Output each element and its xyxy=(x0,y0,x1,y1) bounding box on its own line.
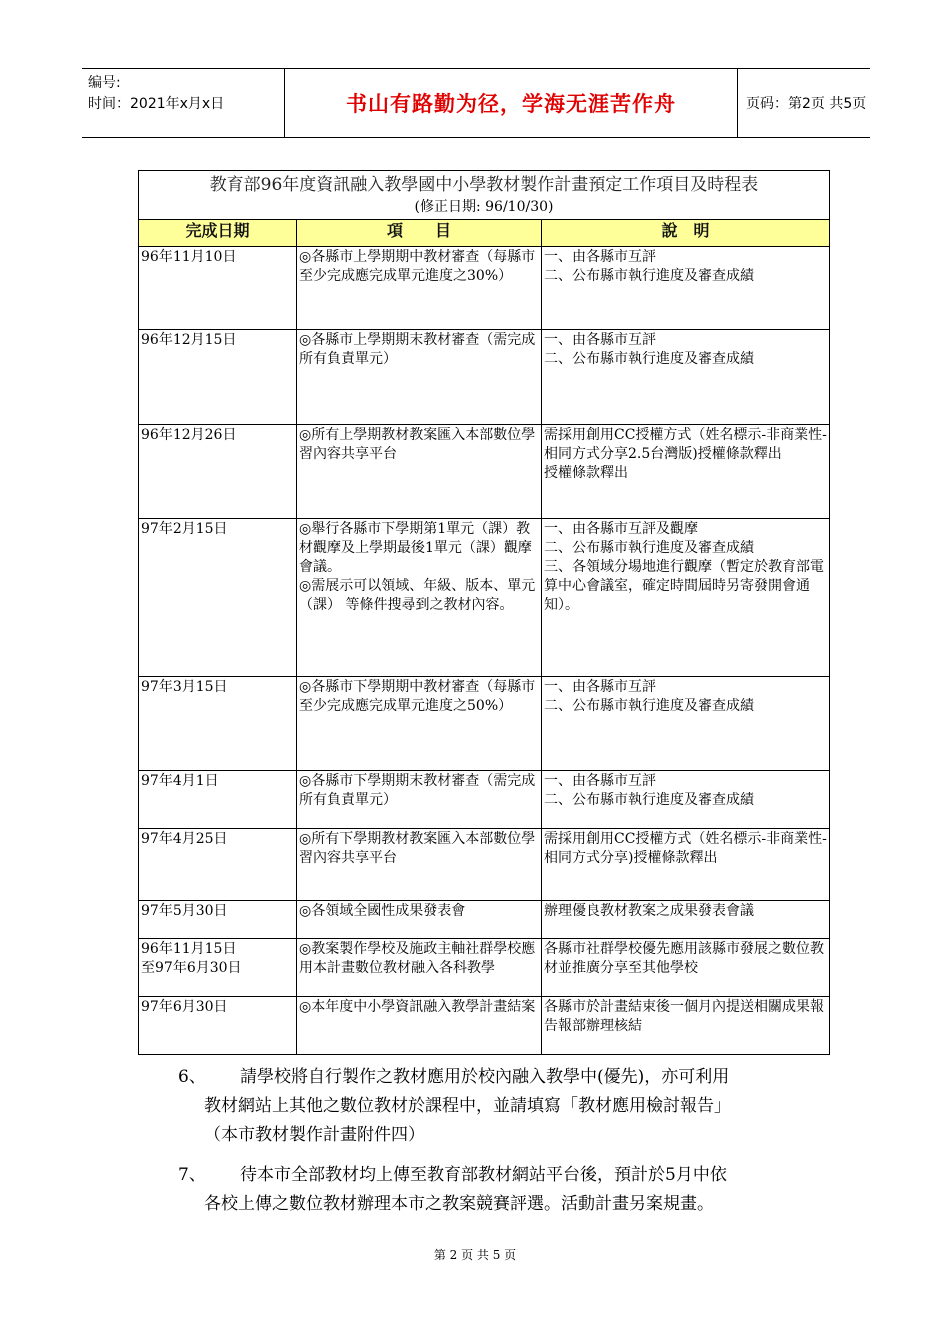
header-meta xyxy=(88,73,284,115)
row-desc: 需採用創用CC授權方式（姓名標示-非商業性-相同方式分享)授權條款釋出 xyxy=(542,829,830,901)
row-item: ◎各領域全國性成果發表會 xyxy=(297,901,542,939)
table-header-row xyxy=(139,220,830,247)
header-date: 完成日期 xyxy=(139,220,297,247)
table-row xyxy=(139,330,830,425)
table-title: 教育部96年度資訊融入教學國中小學教材製作計畫預定工作項目及時程表 xyxy=(209,175,759,195)
row-item: ◎舉行各縣市下學期第1單元（課）教材觀摩及上學期最後1單元（課）觀摩會議。 ◎需展示可以領域、年級、版本、單元（課） 等條件搜尋到之教材內容。 xyxy=(297,519,542,677)
row-desc: 各縣市社群學校優先應用該縣市發展之數位教材並推廣分享至其他學校 xyxy=(542,939,830,997)
paragraph-6 xyxy=(178,1063,838,1153)
row-item: ◎所有下學期教材教案匯入本部數位學習內容共享平台 xyxy=(297,829,542,901)
row-item: ◎本年度中小學資訊融入教學計畫結案 xyxy=(297,997,542,1055)
table-subtitle: (修正日期: 96/10/30) xyxy=(414,199,554,215)
row-item: ◎各縣市下學期期中教材審查（每縣市至少完成應完成單元進度之50%） xyxy=(297,677,542,771)
row-item: ◎各縣市下學期期末教材審查（需完成所有負責單元） xyxy=(297,771,542,829)
row-desc: 一、由各縣市互評 二、公布縣市執行進度及審查成績 xyxy=(542,330,830,425)
row-date: 96年12月26日 xyxy=(139,425,297,519)
paragraph-7 xyxy=(178,1161,838,1223)
schedule-table xyxy=(138,170,830,1055)
row-date: 97年4月25日 xyxy=(139,829,297,901)
paragraph-number: 6、 xyxy=(178,1067,206,1087)
row-item: ◎各縣市上學期期中教材審查（每縣市至少完成應完成單元進度之30%） xyxy=(297,247,542,330)
row-desc: 辦理優良教材教案之成果發表會議 xyxy=(542,901,830,939)
page-label: 页码：第2页 共5页 xyxy=(746,96,867,112)
page-header xyxy=(82,68,870,138)
paragraph-continuation: 教材網站上其他之數位教材於課程中，並請填寫「教材應用檢討報告」 （本市教材製作計畫附件四） xyxy=(204,1096,731,1145)
row-date: 97年4月1日 xyxy=(139,771,297,829)
table-title-cell xyxy=(139,171,830,220)
row-date: 97年2月15日 xyxy=(139,519,297,677)
row-date: 97年6月30日 xyxy=(139,997,297,1055)
header-item: 項 目 xyxy=(297,220,542,247)
row-desc: 一、由各縣市互評及觀摩 二、公布縣市執行進度及審查成績 三、各領域分場地進行觀摩（暫定於教育部電算中心會議室，確定時間屆時另寄發開會通知）。 xyxy=(542,519,830,677)
row-date: 97年5月30日 xyxy=(139,901,297,939)
row-desc: 一、由各縣市互評 二、公布縣市執行進度及審查成績 xyxy=(542,677,830,771)
table-row xyxy=(139,771,830,829)
row-item: ◎所有上學期教材教案匯入本部數位學習內容共享平台 xyxy=(297,425,542,519)
row-desc: 一、由各縣市互評 二、公布縣市執行進度及審查成績 xyxy=(542,247,830,330)
row-desc: 一、由各縣市互評 二、公布縣市執行進度及審查成績 xyxy=(542,771,830,829)
row-date: 96年12月15日 xyxy=(139,330,297,425)
row-desc: 各縣市於計畫結束後一個月內提送相關成果報告報部辦理核結 xyxy=(542,997,830,1055)
row-date: 96年11月10日 xyxy=(139,247,297,330)
paragraph-continuation: 各校上傳之數位教材辦理本市之教案競賽評選。活動計畫另案規畫。 xyxy=(204,1194,714,1214)
table-row xyxy=(139,901,830,939)
motto: 书山有路勤为径，学海无涯苦作舟 xyxy=(284,69,738,137)
row-item: ◎各縣市上學期期末教材審查（需完成所有負責單元） xyxy=(297,330,542,425)
table-row xyxy=(139,829,830,901)
row-item: ◎教案製作學校及施政主軸社群學校應用本計畫數位教材融入各科教學 xyxy=(297,939,542,997)
row-date: 97年3月15日 xyxy=(139,677,297,771)
table-row xyxy=(139,519,830,677)
paragraph-number: 7、 xyxy=(178,1165,206,1185)
number-label: 编号: xyxy=(88,75,121,91)
table-row xyxy=(139,425,830,519)
table-row xyxy=(139,677,830,771)
table-row xyxy=(139,939,830,997)
header-desc: 說 明 xyxy=(542,220,830,247)
row-desc: 需採用創用CC授權方式（姓名標示-非商業性-相同方式分享2.5台灣版)授權條款釋出 授權條款釋出 xyxy=(542,425,830,519)
row-date: 96年11月15日 至97年6月30日 xyxy=(139,939,297,997)
paragraph-first-line: 待本市全部教材均上傳至教育部教材網站平台後，預計於5月中依 xyxy=(240,1165,727,1185)
date-label: 时间：2021年x月x日 xyxy=(88,96,225,112)
paragraph-first-line: 請學校將自行製作之教材應用於校內融入教學中(優先)，亦可利用 xyxy=(240,1067,730,1087)
table-row xyxy=(139,247,830,330)
page-footer: 第 2 页 共 5 页 xyxy=(433,1248,517,1262)
table-row xyxy=(139,997,830,1055)
